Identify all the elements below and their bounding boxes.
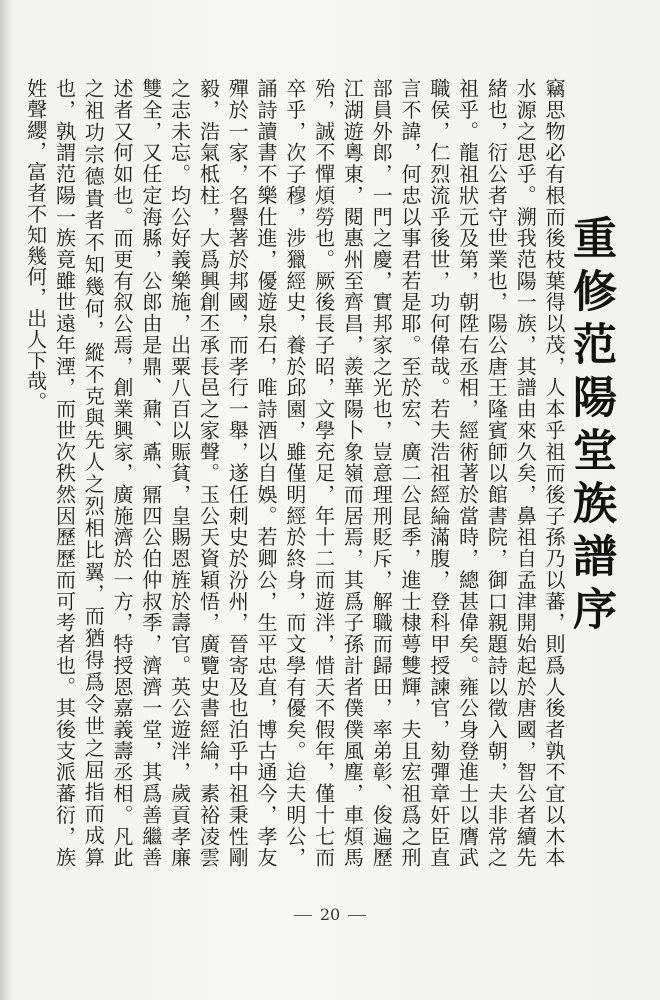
binding-edge	[0, 0, 10, 1000]
folio-dash-right	[348, 915, 366, 916]
body-text	[23, 78, 568, 868]
paragraph: 竊思物必有根而後枝葉得以茂，人本乎祖而後子孫乃以蕃，則爲人後者孰不宜以木本水源之思乎。溯我范陽一族，其譜由來久矣，鼻祖自孟津開始起於唐國，智公者續先緒也，衍公者守世業也，陽公唐王隆賓師以館書院，御口親題詩以徵入朝，夫非常之祖乎。龍祖狀元及第，朝陞右丞相，經術著於當時，總甚偉矣。雍公身登進士以膺武職侯，仁烈流乎後世，功何偉哉。若夫浩祖經綸滿腹，登科甲授諫官，劾彈章奸臣直言不諱，何忠以事君若是耶。至於宏、廣二公昆季，進士棣萼雙輝，夫且宏祖爲之刑部員外郎，一門之慶，實邦家之光也，豈意理刑貶斥，解職而歸田，率弟彰、俊遍歷江湖遊粵東，閱惠州至齊昌，羨華陽卜象嶺而居焉，其爲子孫計者僕僕風塵，車煩馬殆，誠不憚煩勞也。厥後長子昭，文學充足，年十二而遊泮，惜天不假年，僅十七而卒乎，次子穆，涉獵經史，養於邱園，雖僅明經於終身，而文學有優矣。迨夫明公，誦詩讀書不樂仕進，優遊泉石，唯詩酒以自娛。若卿公，生平忠直，博古通今，孝友殫於一家，名譽著於邦國，而孝行一舉，遂任刺史於汾州，晉寄及也泊乎中祖秉性剛毅，浩氣柢柱，大爲興創丕承長邑之家聲。玉公天資穎悟，廣覽史書經綸，素裕凌雲之志未忘。均公好義樂施，出粟八百以賑貧，皇賜恩旌於壽官。英公遊泮，歲貢孝廉雙全，又任定海縣，公郎由是鼎、鼐、鼒、鼏四公伯仲叔季，濟濟一堂，其爲善繼善述者又何如也。而更有叙公焉，創業興家，廣施濟於一方，特授恩嘉義壽丞相。凡此之祖功宗德貴者不知幾何，縱不克與先人之烈相比翼，而猶得爲令世之屈指而成算也，孰謂范陽一族竟雖世遠年湮，而世次秩然因歷歷而可考者也。其後支派蕃衍，族姓聲纓，富者不知幾何，出人下哉。	[23, 78, 566, 868]
page-title: 重修范陽堂族譜序	[565, 215, 616, 639]
page-number	[0, 905, 660, 924]
folio-dash-left	[294, 915, 312, 916]
page-number-text: 20	[319, 905, 341, 924]
